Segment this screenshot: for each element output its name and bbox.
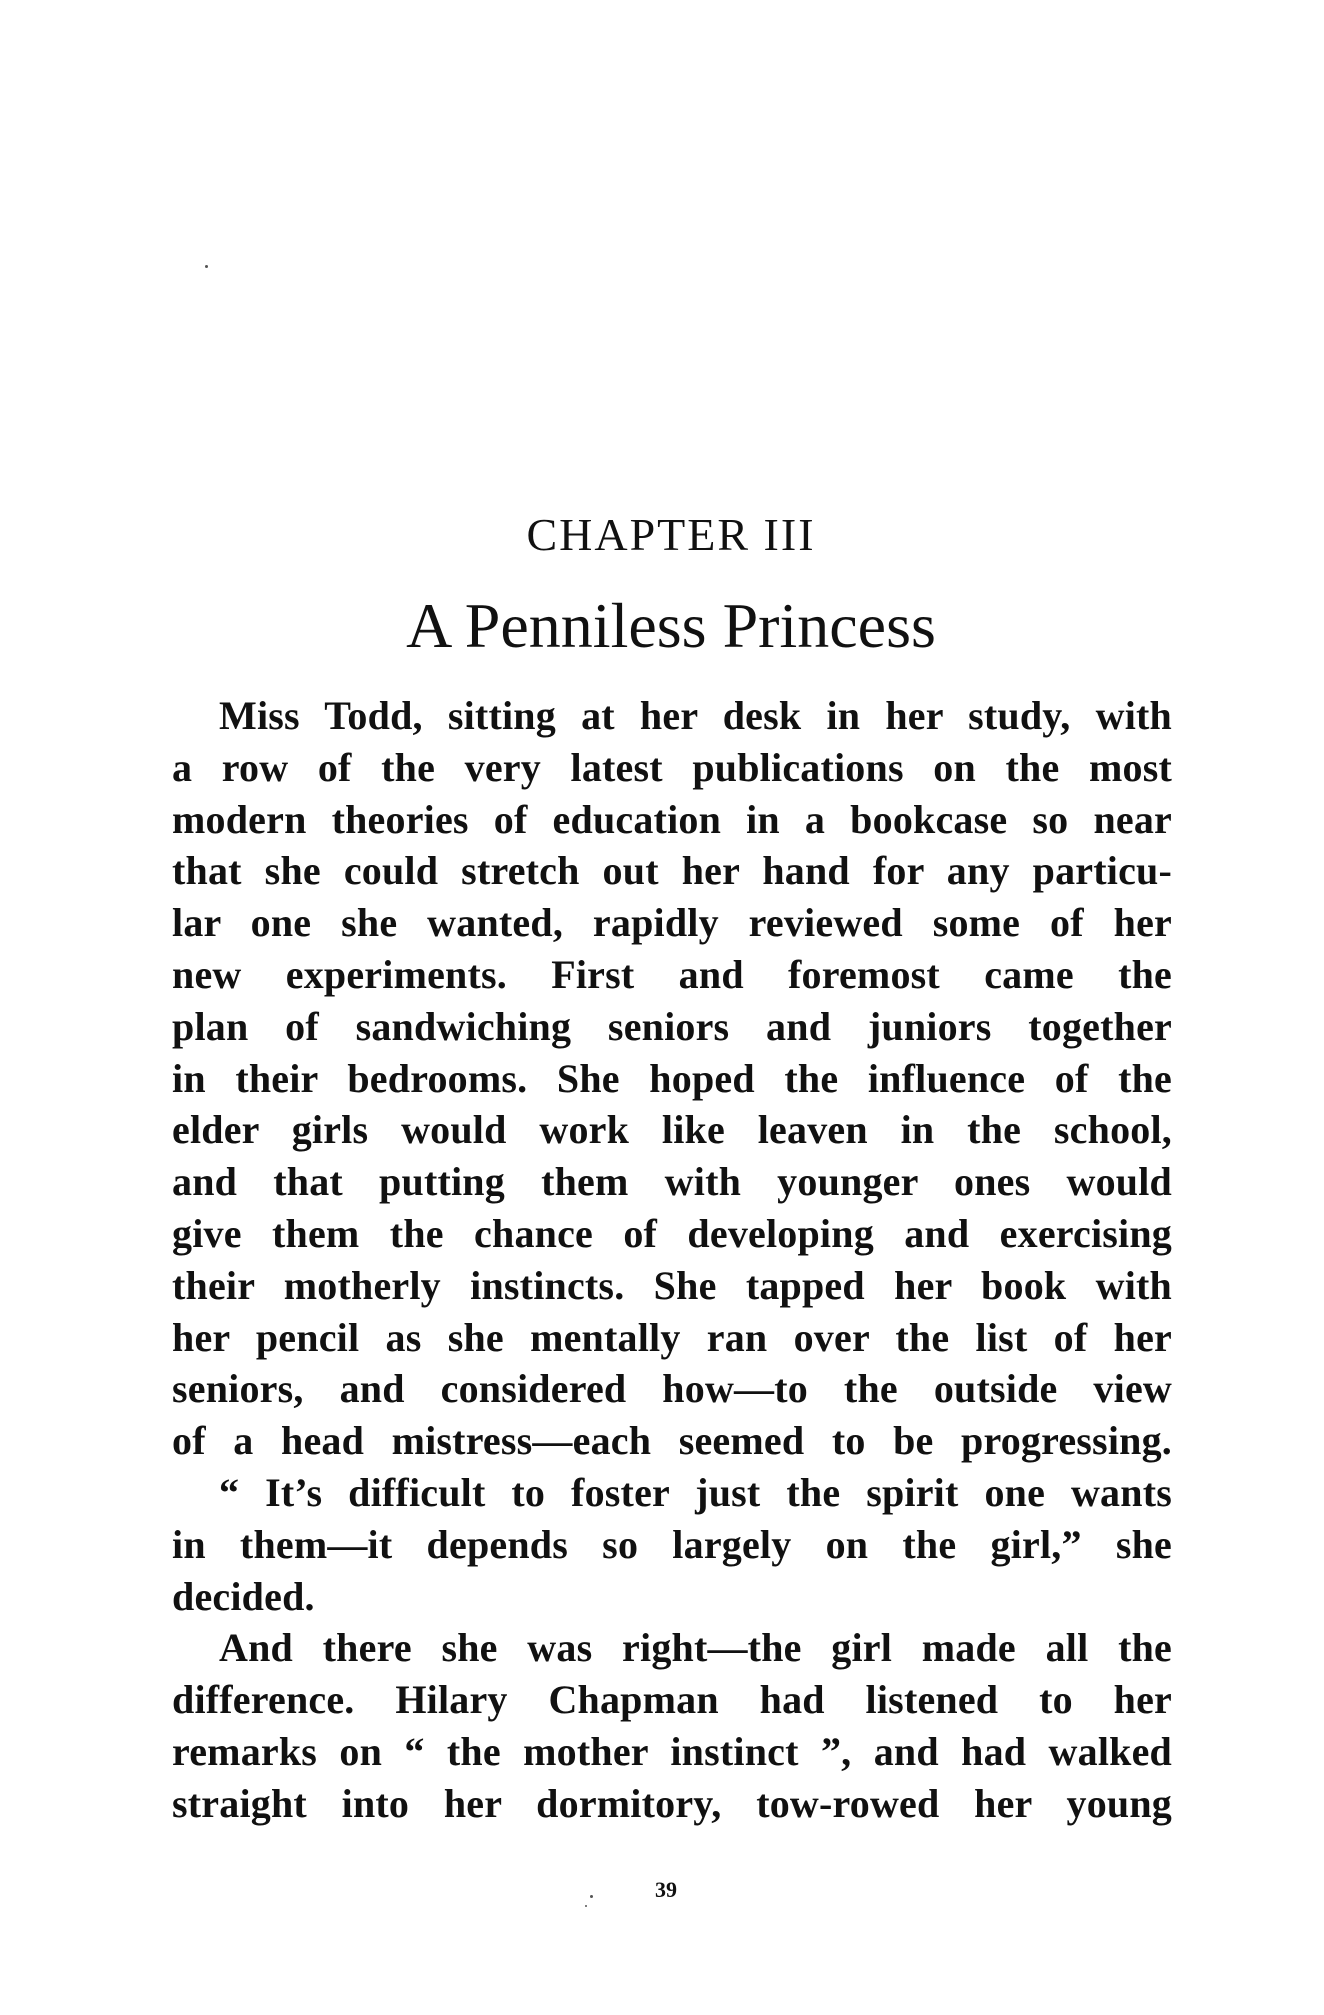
text-line: lar one she wanted, rapidly reviewed some of her [172,900,1172,946]
scan-speck [585,1905,587,1907]
chapter-label: CHAPTER III [526,509,816,560]
text-line: give them the chance of developing and exercising [172,1210,1172,1256]
text-line: Miss Todd, sitting at her desk in her study, with [219,693,1172,738]
text-line: “ It’s difficult to foster just the spirit one wants [219,1469,1172,1515]
text-line: decided. [172,1573,315,1619]
text-line: new experiments. First and foremost came the [172,951,1172,997]
text-line: in them—it depends so largely on the girl,” she [172,1521,1172,1567]
text-line: difference. Hilary Chapman had listened to her [172,1677,1172,1723]
text-line: in their bedrooms. She hoped the influence of the [172,1055,1172,1101]
text-line: her pencil as she mentally ran over the list of her [172,1314,1172,1360]
scan-speck [590,1895,593,1898]
text-line: their motherly instincts. She tapped her book with [172,1262,1172,1308]
text-line: remarks on “ the mother instinct ”, and had walked [172,1728,1172,1774]
scan-speck [205,265,208,268]
text-line: elder girls would work like leaven in the school, [172,1107,1172,1153]
text-line: plan of sandwiching seniors and juniors together [172,1003,1172,1049]
text-line: of a head mistress—each seemed to be progressing. [172,1418,1172,1464]
text-line: seniors, and considered how—to the outside view [172,1366,1172,1412]
text-line: a row of the very latest publications on the most [172,744,1172,790]
text-line: modern theories of education in a bookcase so near [172,796,1172,842]
body-text [172,690,1172,1830]
text-line: that she could stretch out her hand for any particu- [172,848,1172,894]
page-number: 39 [655,1877,677,1902]
text-line: and that putting them with younger ones would [172,1159,1172,1205]
text-line: And there she was right—the girl made all the [219,1625,1172,1671]
chapter-title: A Penniless Princess [406,590,936,661]
text-line: straight into her dormitory, tow-rowed her young [172,1780,1172,1826]
